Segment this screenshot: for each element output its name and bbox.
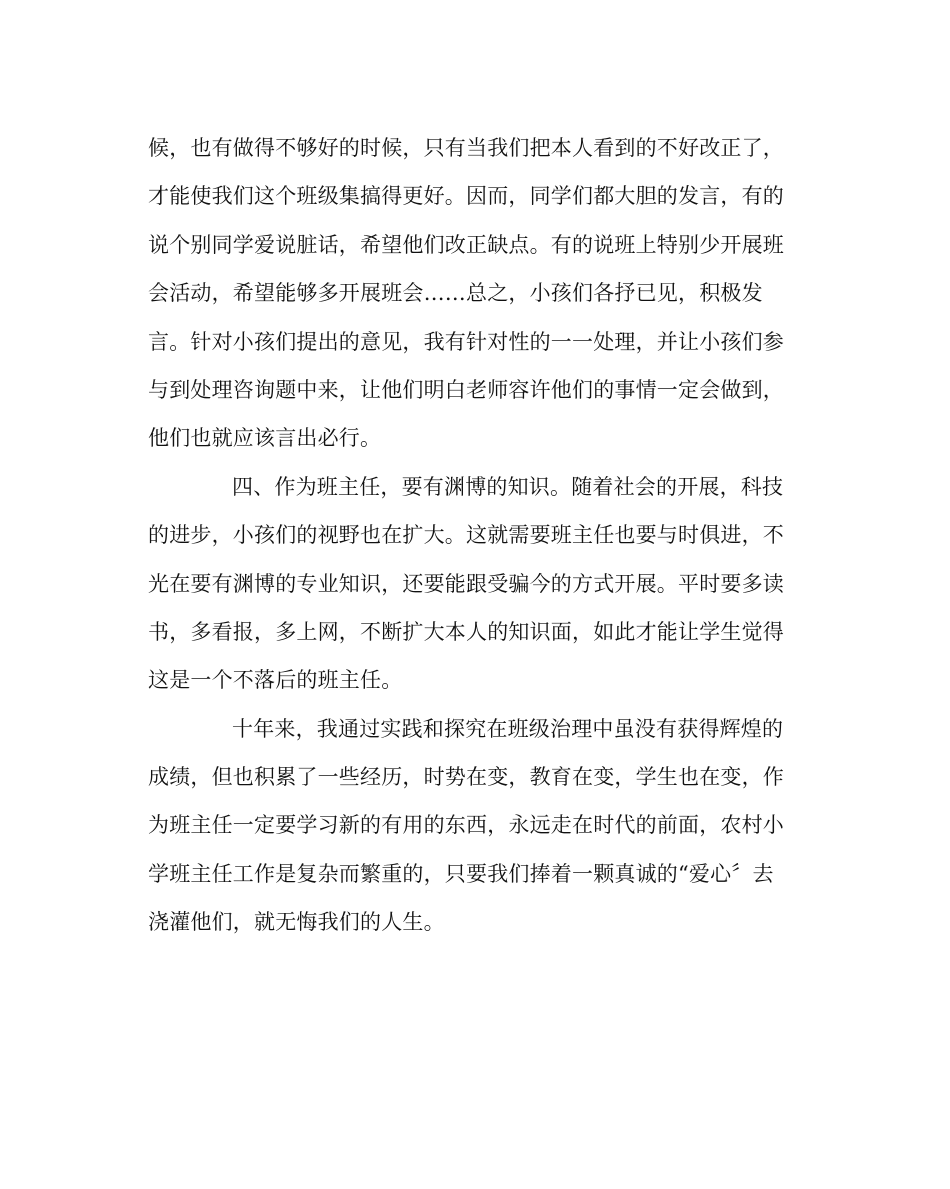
paragraph-3-line-2: 成绩，但也积累了一些经历，时势在变，教育在变，学生也在变，作 [148, 765, 784, 790]
paragraph-1-line-7: 他们也就应该言出必行。 [148, 426, 382, 451]
paragraph-3-line-4: 学班主任工作是复杂而繁重的，只要我们捧着一颗真诚的“爱心〞去 [148, 861, 774, 886]
paragraph-2-line-5: 这是一个不落后的班主任。 [148, 668, 403, 693]
paragraph-1-line-2: 才能使我们这个班级集搞得更好。因而，同学们都大胆的发言，有的 [148, 184, 784, 209]
paragraph-2-line-4: 书，多看报，多上网，不断扩大本人的知识面，如此才能让学生觉得 [148, 619, 784, 644]
paragraph-1-line-5: 言。针对小孩们提出的意见，我有针对性的一一处理，并让小孩们参 [148, 329, 784, 354]
paragraph-3-line-5: 浇灌他们，就无悔我们的人生。 [148, 910, 445, 935]
paragraph-3-line-3: 为班主任一定要学习新的有用的东西，永远走在时代的前面，农村小 [148, 813, 784, 838]
paragraph-1-line-3: 说个别同学爱说脏话，希望他们改正缺点。有的说班上特别少开展班 [148, 232, 784, 257]
paragraph-1-line-1: 候，也有做得不够好的时候，只有当我们把本人看到的不好改正了， [148, 136, 784, 160]
paragraph-1-line-4: 会活动，希望能够多开展班会……总之，小孩们各抒已见，积极发 [148, 281, 763, 306]
paragraph-2-line-3: 光在要有渊博的专业知识，还要能跟受骗今的方式开展。平时要多读 [148, 571, 784, 596]
body-text [148, 124, 808, 947]
paragraph-2-line-1: 四、作为班主任，要有渊博的知识。随着社会的开展，科技 [232, 474, 784, 499]
paragraph-2-line-2: 的进步，小孩们的视野也在扩大。这就需要班主任也要与时俱进，不 [148, 523, 784, 548]
paragraph-3-line-1: 十年来，我通过实践和探究在班级治理中虽没有获得辉煌的 [232, 716, 784, 741]
paragraph-1-line-6: 与到处理咨询题中来，让他们明白老师容许他们的事情一定会做到， [148, 377, 784, 402]
